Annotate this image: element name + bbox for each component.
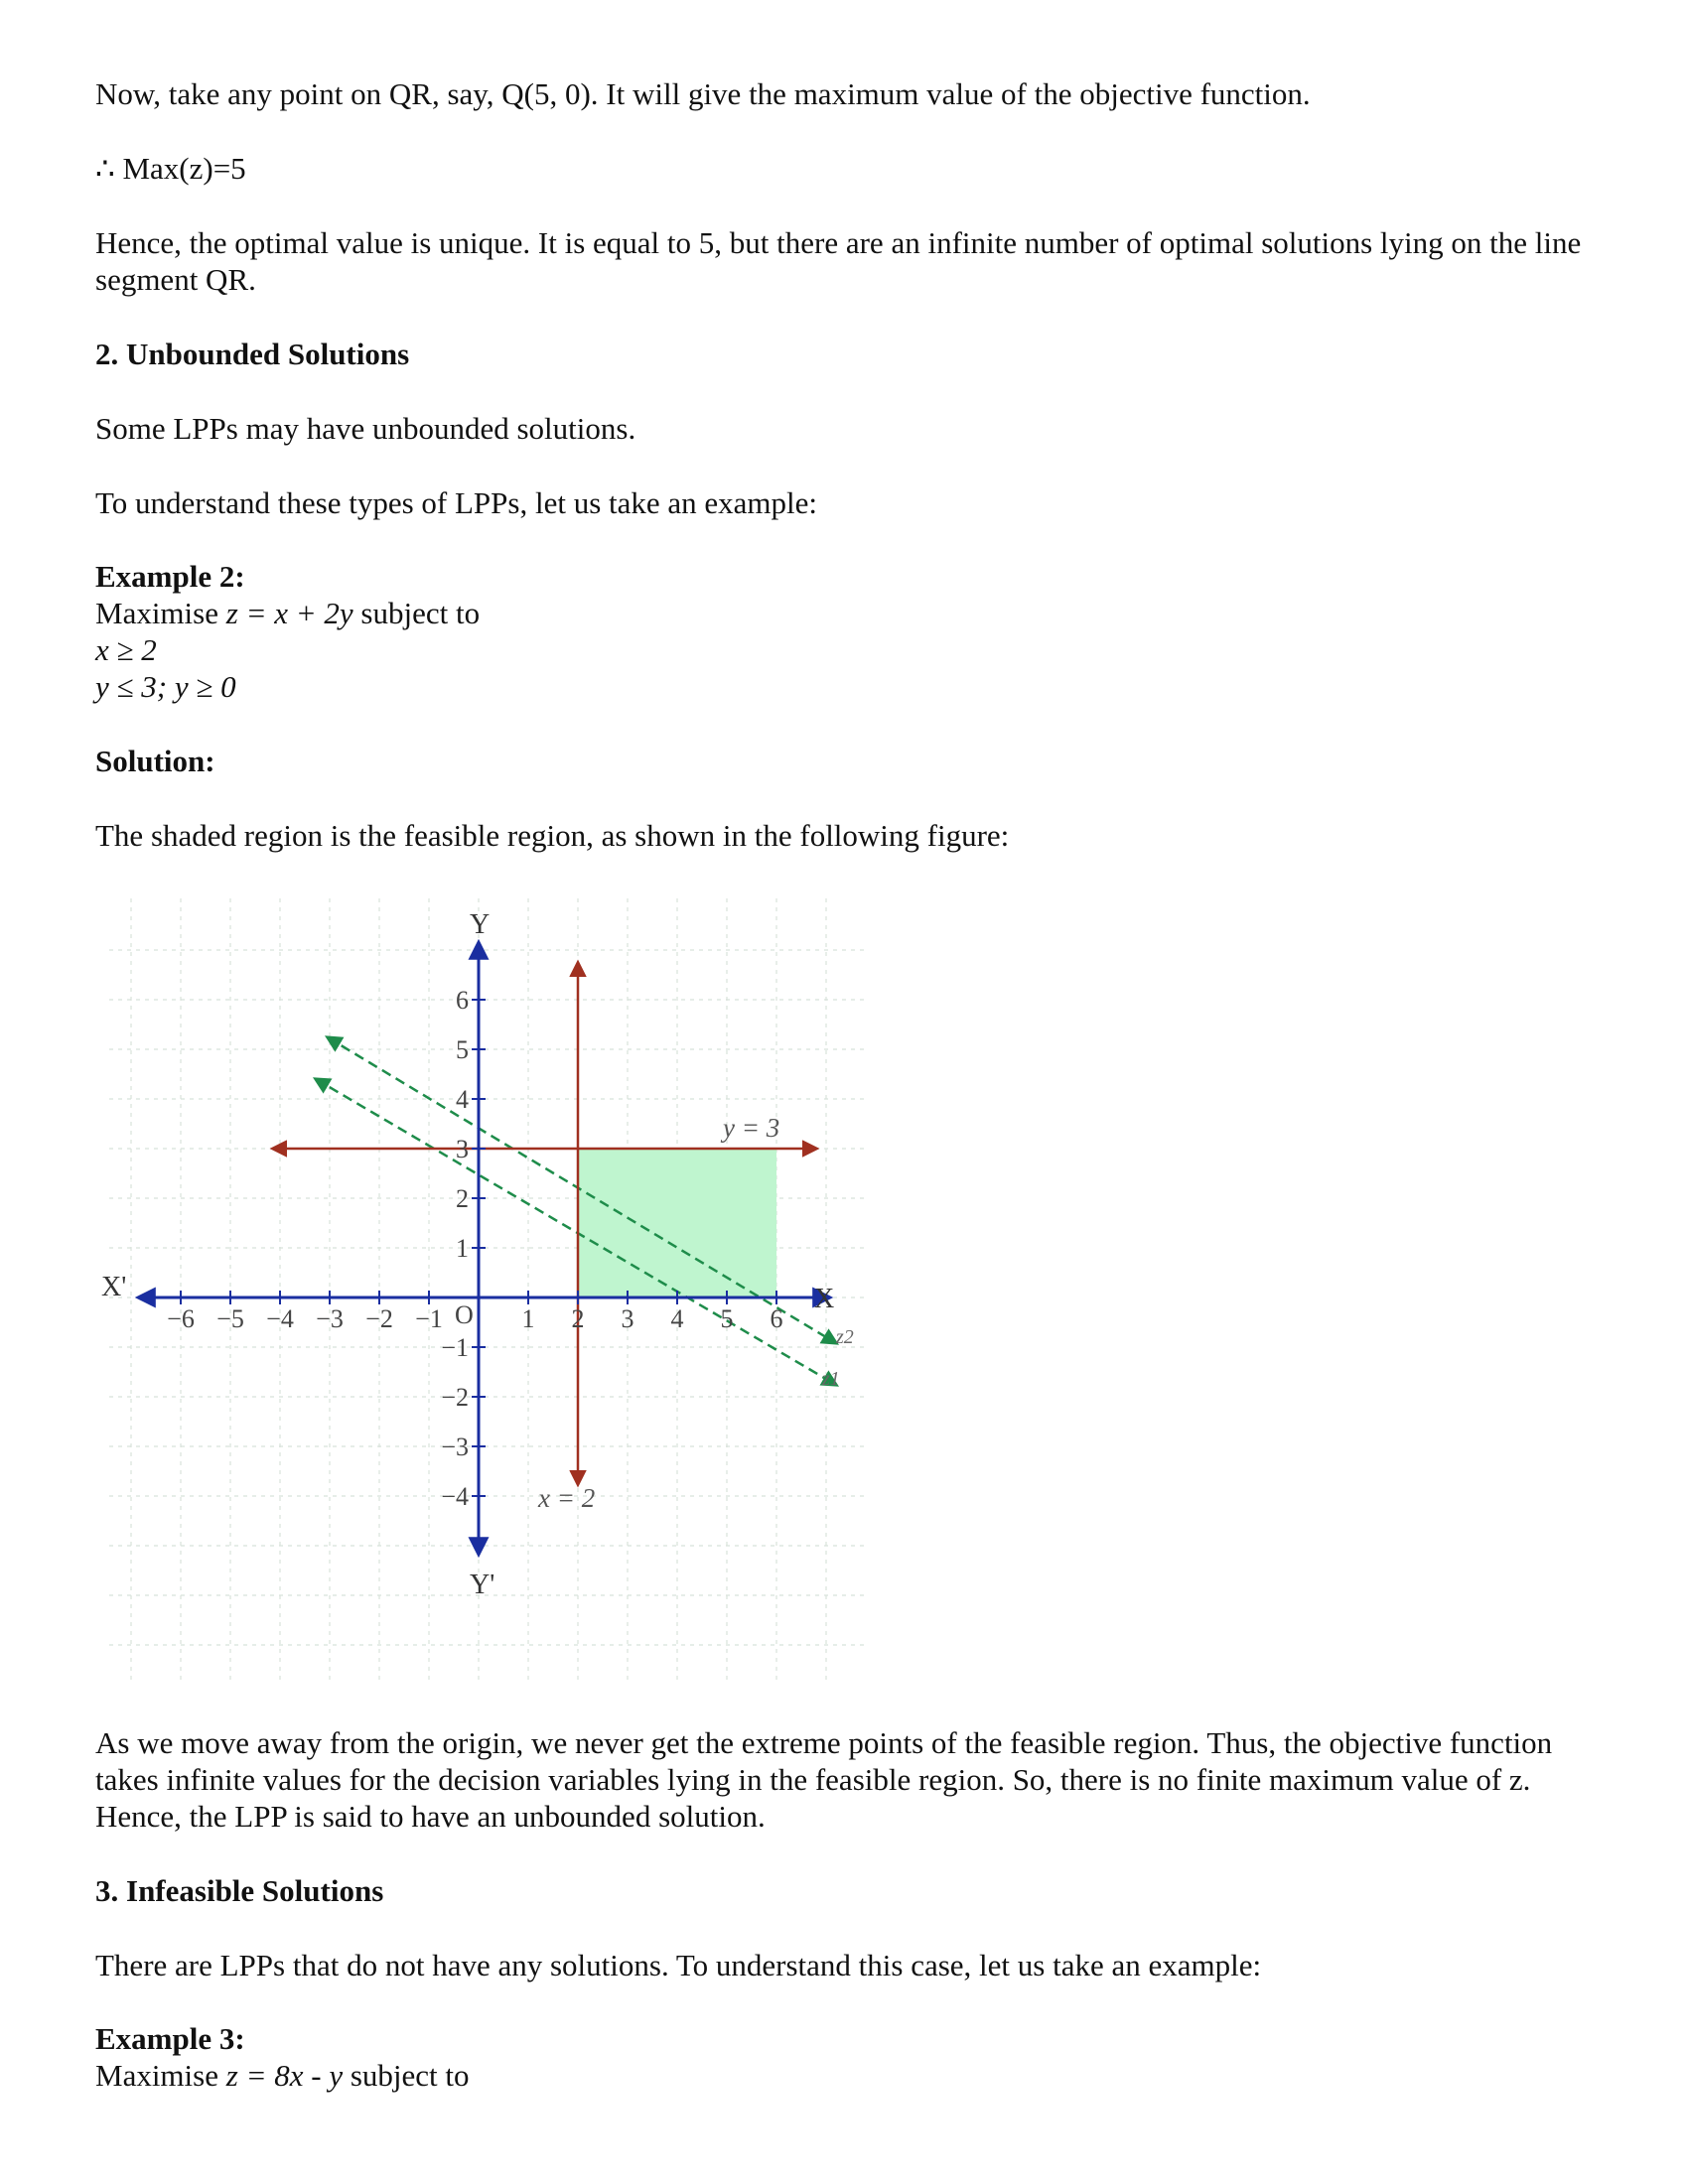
- example-2-constraint-y: y ≤ 3; y ≥ 0: [95, 669, 236, 704]
- paragraph-optimal-unique: Hence, the optimal value is unique. It is equal to 5, but there are an infinite number of optimal solutions lying on the line segment QR.: [95, 225, 1582, 297]
- x-tick-label: −2: [365, 1304, 393, 1333]
- paragraph-unbounded-intro: Some LPPs may have unbounded solutions.: [95, 411, 636, 446]
- y-tick-label: 6: [456, 986, 469, 1015]
- solution-heading: Solution:: [95, 744, 215, 778]
- example-3: [95, 2020, 1605, 2094]
- example-3-objective-math: z = 8x - y: [225, 2058, 344, 2093]
- x-tick-label: 4: [670, 1304, 684, 1333]
- x-tick-label: −1: [415, 1304, 443, 1333]
- feasible-region-graph: [99, 898, 874, 1693]
- label-z1: z1: [822, 1368, 840, 1390]
- feasible-region: [578, 1149, 776, 1297]
- example-3-maximise-text: Maximise: [95, 2058, 226, 2093]
- example-3-subject-to: subject to: [343, 2058, 470, 2093]
- heading-infeasible-solutions: 3. Infeasible Solutions: [95, 1873, 384, 1908]
- x-axis-label: X: [814, 1284, 835, 1314]
- line-label-x2: x = 2: [538, 1483, 596, 1513]
- paragraph-unbounded-explanation: As we move away from the origin, we never get the extreme points of the feasible region. Thus, the objective function takes infinite values for the decision variables lying in the feasible region. So, there is no finite maximum value of z. Hence, the LPP is said to have an unbounded solution.: [95, 1725, 1553, 1834]
- y-tick-label: −3: [441, 1433, 469, 1461]
- paragraph-infeasible-intro: There are LPPs that do not have any solutions. To understand this case, let us take an example:: [95, 1948, 1262, 1982]
- example-2-objective-math: z = x + 2y: [225, 596, 353, 630]
- y-tick-label: 2: [456, 1184, 469, 1213]
- example-2: [95, 558, 1605, 705]
- x-axis-neg-label: X': [101, 1272, 127, 1302]
- example-3-title: Example 3:: [95, 2021, 245, 2056]
- x-tick-label: 5: [720, 1304, 734, 1333]
- x-tick-label: −5: [216, 1304, 244, 1333]
- y-tick-label: 5: [456, 1035, 469, 1064]
- y-axis-label: Y: [470, 909, 491, 940]
- graph-svg: [99, 898, 874, 1693]
- y-tick-label: −1: [441, 1333, 469, 1362]
- heading-unbounded-solutions: 2. Unbounded Solutions: [95, 337, 410, 371]
- example-2-title: Example 2:: [95, 559, 245, 594]
- example-2-maximise-text: Maximise: [95, 596, 226, 630]
- x-tick-label: 1: [521, 1304, 535, 1333]
- origin-label: O: [455, 1300, 474, 1329]
- x-tick-label: 2: [571, 1304, 585, 1333]
- max-z-statement: ∴ Max(z)=5: [95, 151, 246, 186]
- y-tick-label: −2: [441, 1383, 469, 1412]
- y-tick-label: −4: [441, 1482, 469, 1511]
- document-page-lower: [95, 1724, 1605, 2094]
- example-2-objective: [95, 595, 1605, 631]
- x-tick-label: −6: [167, 1304, 195, 1333]
- y-tick-label: 3: [456, 1135, 469, 1163]
- y-axis-neg-label: Y': [470, 1570, 495, 1600]
- paragraph-example-intro: To understand these types of LPPs, let us take an example:: [95, 485, 818, 520]
- example-2-constraint-x: x ≥ 2: [95, 632, 157, 667]
- document-page: [95, 75, 1605, 854]
- paragraph-shaded-region: The shaded region is the feasible region, as shown in the following figure:: [95, 818, 1010, 853]
- paragraph-q-point: Now, take any point on QR, say, Q(5, 0). It will give the maximum value of the objective function.: [95, 76, 1311, 111]
- example-2-subject-to: subject to: [352, 596, 481, 630]
- x-tick-label: −3: [316, 1304, 344, 1333]
- x-tick-label: 6: [770, 1304, 783, 1333]
- x-tick-label: 3: [621, 1304, 634, 1333]
- x-tick-label: −4: [266, 1304, 294, 1333]
- line-label-y3: y = 3: [723, 1113, 780, 1143]
- label-z2: z2: [836, 1326, 854, 1348]
- y-tick-label: 4: [456, 1085, 469, 1114]
- example-3-objective: [95, 2057, 1605, 2094]
- y-tick-label: 1: [456, 1234, 469, 1263]
